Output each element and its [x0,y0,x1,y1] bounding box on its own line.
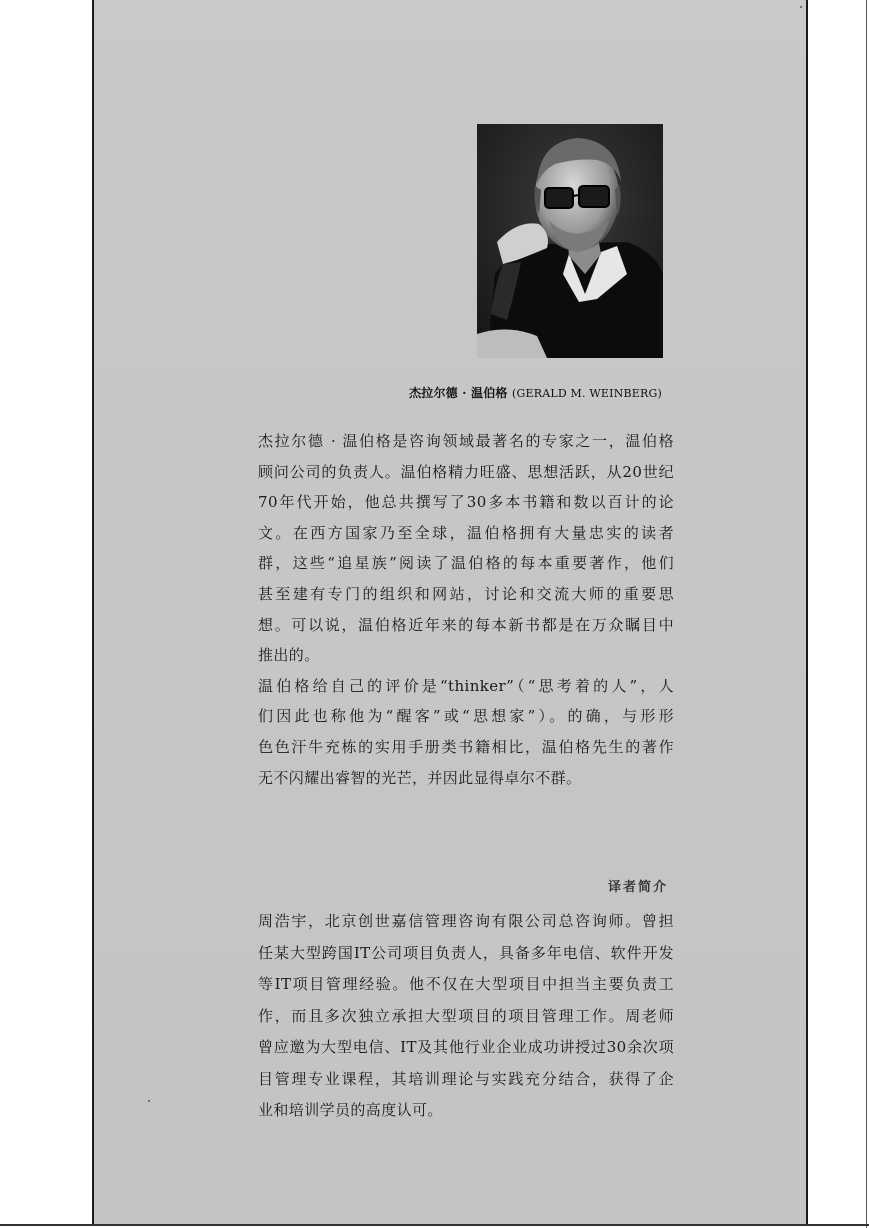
bio-line: 文。在西方国家乃至全球，温伯格拥有大量忠实的读者 [258,523,674,542]
bio-line: 色色汗牛充栋的实用手册类书籍相比，温伯格先生的著作 [258,737,674,756]
translator-line: 曾应邀为大型电信、IT及其他行业企业成功讲授过30余次项 [258,1038,674,1056]
scan-margin-left [0,0,92,1228]
scan-margin-right [808,0,869,1228]
scan-bottom-edge [0,1224,869,1226]
translator-line: 周浩宇，北京创世嘉信管理咨询有限公司总咨询师。曾担 [258,912,674,930]
bio-line: 顾问公司的负责人。温伯格精力旺盛、思想活跃，从20世纪 [258,462,674,481]
translator-line: 任某大型跨国IT公司项目负责人，具备多年电信、软件开发 [258,943,674,962]
bio-line: 推出的。 [258,646,320,665]
bio-line: 杰拉尔德 · 温伯格是咨询领域最著名的专家之一，温伯格 [258,432,674,450]
caption-english-name: (GERALD M. WEINBERG) [512,387,662,400]
caption-chinese-name: 杰拉尔德 · 温伯格 [409,386,508,400]
translator-line: 等IT项目管理经验。他不仅在大型项目中担当主要负责工 [258,975,674,993]
translator-line: 作，而且多次独立承担大型项目的项目管理工作。周老师 [258,1006,674,1025]
bio-line: 温伯格给自己的评价是“thinker”（“思考着的人”，人 [258,676,674,695]
author-biography [258,426,674,793]
translator-line: 目管理专业课程，其培训理论与实践充分结合，获得了企 [258,1069,674,1088]
translator-line: 业和培训学员的高度认可。 [258,1101,443,1119]
photo-caption [300,384,662,401]
bio-line: 无不闪耀出睿智的光芒，并因此显得卓尔不群。 [258,768,582,787]
scan-speck [148,1100,150,1102]
scan-edge-line [866,0,867,1228]
bio-line: 们因此也称他为“醒客”或“思想家”）。的确，与形形 [258,707,674,726]
bio-line: 甚至建有专门的组织和网站，讨论和交流大师的重要思 [258,584,674,603]
bio-line: 70年代开始，他总共撰写了30多本书籍和数以百计的论 [258,493,674,512]
author-portrait-image [477,124,663,358]
author-photo [477,124,663,358]
translator-heading: 译者简介 [607,880,668,895]
scan-speck [800,6,802,8]
bio-line: 想。可以说，温伯格近年来的每本新书都是在万众瞩目中 [258,615,674,634]
bio-line: 群，这些“追星族”阅读了温伯格的每本重要著作，他们 [258,554,674,573]
translator-biography [258,906,674,1127]
